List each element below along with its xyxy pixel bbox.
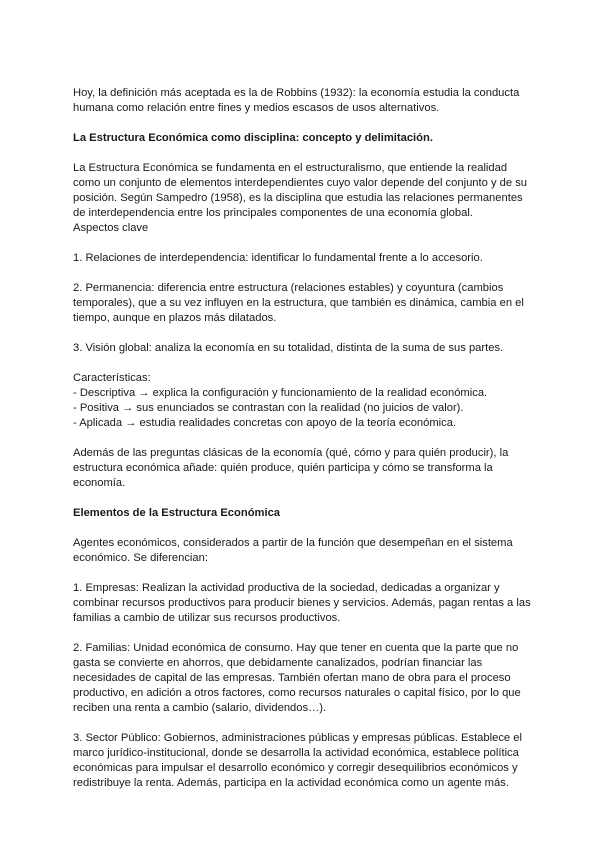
characteristic-positiva: - Positiva → sus enunciados se contrastan con la realidad (no juicios de valor). bbox=[73, 402, 464, 414]
section-heading-estructura: La Estructura Económica como disciplina: concepto y delimitación. bbox=[73, 132, 433, 144]
aspect-interdependencia: 1. Relaciones de interdependencia: identificar lo fundamental frente a lo accesorio. bbox=[73, 252, 483, 264]
aspects-label: Aspectos clave bbox=[73, 222, 149, 234]
agent-sector-publico: 3. Sector Público: Gobiernos, administraciones públicas y empresas públicas. Establece el marco jurídico-institucional, donde se desarrolla la actividad económica, establece política económicas para impulsar el desarrollo económico y corregir desequilibrios económicos y redistribuye la renta. Además, participa en la actividad económica como un agente más. bbox=[73, 732, 522, 789]
aspect-vision-global: 3. Visión global: analiza la economía en su totalidad, distinta de la suma de sus partes. bbox=[73, 342, 504, 354]
characteristic-aplicada: - Aplicada → estudia realidades concretas con apoyo de la teoría económica. bbox=[73, 417, 457, 429]
aspect-permanencia: 2. Permanencia: diferencia entre estructura (relaciones estables) y coyuntura (cambios temporales), que a su vez influyen en la estructura, que también es dinámica, cambia en el tiempo, aunque en plazos más dilatados. bbox=[73, 282, 524, 324]
agent-familias: 2. Familias: Unidad económica de consumo. Hay que tener en cuenta que la parte que no gasta se convierte en ahorros, que debidamente canalizados, podrían financiar las necesidades de capital de las empresas. También ofertan mano de obra para el proceso productivo, en adición a otros factores, como recursos naturales o capital físico, por lo que reciben una renta a cambio (salario, dividendos…). bbox=[73, 642, 521, 714]
agents-paragraph: Agentes económicos, considerados a partir de la función que desempeñan en el sistema económico. Se diferencian: bbox=[73, 537, 513, 564]
section-heading-elementos: Elementos de la Estructura Económica bbox=[73, 507, 281, 519]
characteristics-block bbox=[73, 371, 534, 431]
questions-paragraph: Además de las preguntas clásicas de la economía (qué, cómo y para quién producir), la estructura económica añade: quién produce, quién participa y cómo se transforma la economía. bbox=[73, 447, 509, 489]
agent-empresas: 1. Empresas: Realizan la actividad productiva de la sociedad, dedicadas a organizar y combinar recursos productivos para producir bienes y servicios. Además, pagan rentas a las familias a cambio de utilizar sus recursos productivos. bbox=[73, 582, 531, 624]
characteristic-descriptiva: - Descriptiva → explica la configuración y funcionamiento de la realidad económica. bbox=[73, 387, 488, 399]
intro-paragraph: Hoy, la definición más aceptada es la de Robbins (1932): la economía estudia la conducta humana como relación entre fines y medios escasos de usos alternativos. bbox=[73, 87, 520, 114]
characteristics-label: Características: bbox=[73, 372, 151, 384]
definition-paragraph: La Estructura Económica se fundamenta en el estructuralismo, que entiende la realidad como un conjunto de elementos interdependientes cuyo valor depende del conjunto y de su posición. Según Sampedro (1958), es la disciplina que estudia las relaciones permanentes de interdependencia entre los principales componentes de una economía global. bbox=[73, 162, 528, 219]
